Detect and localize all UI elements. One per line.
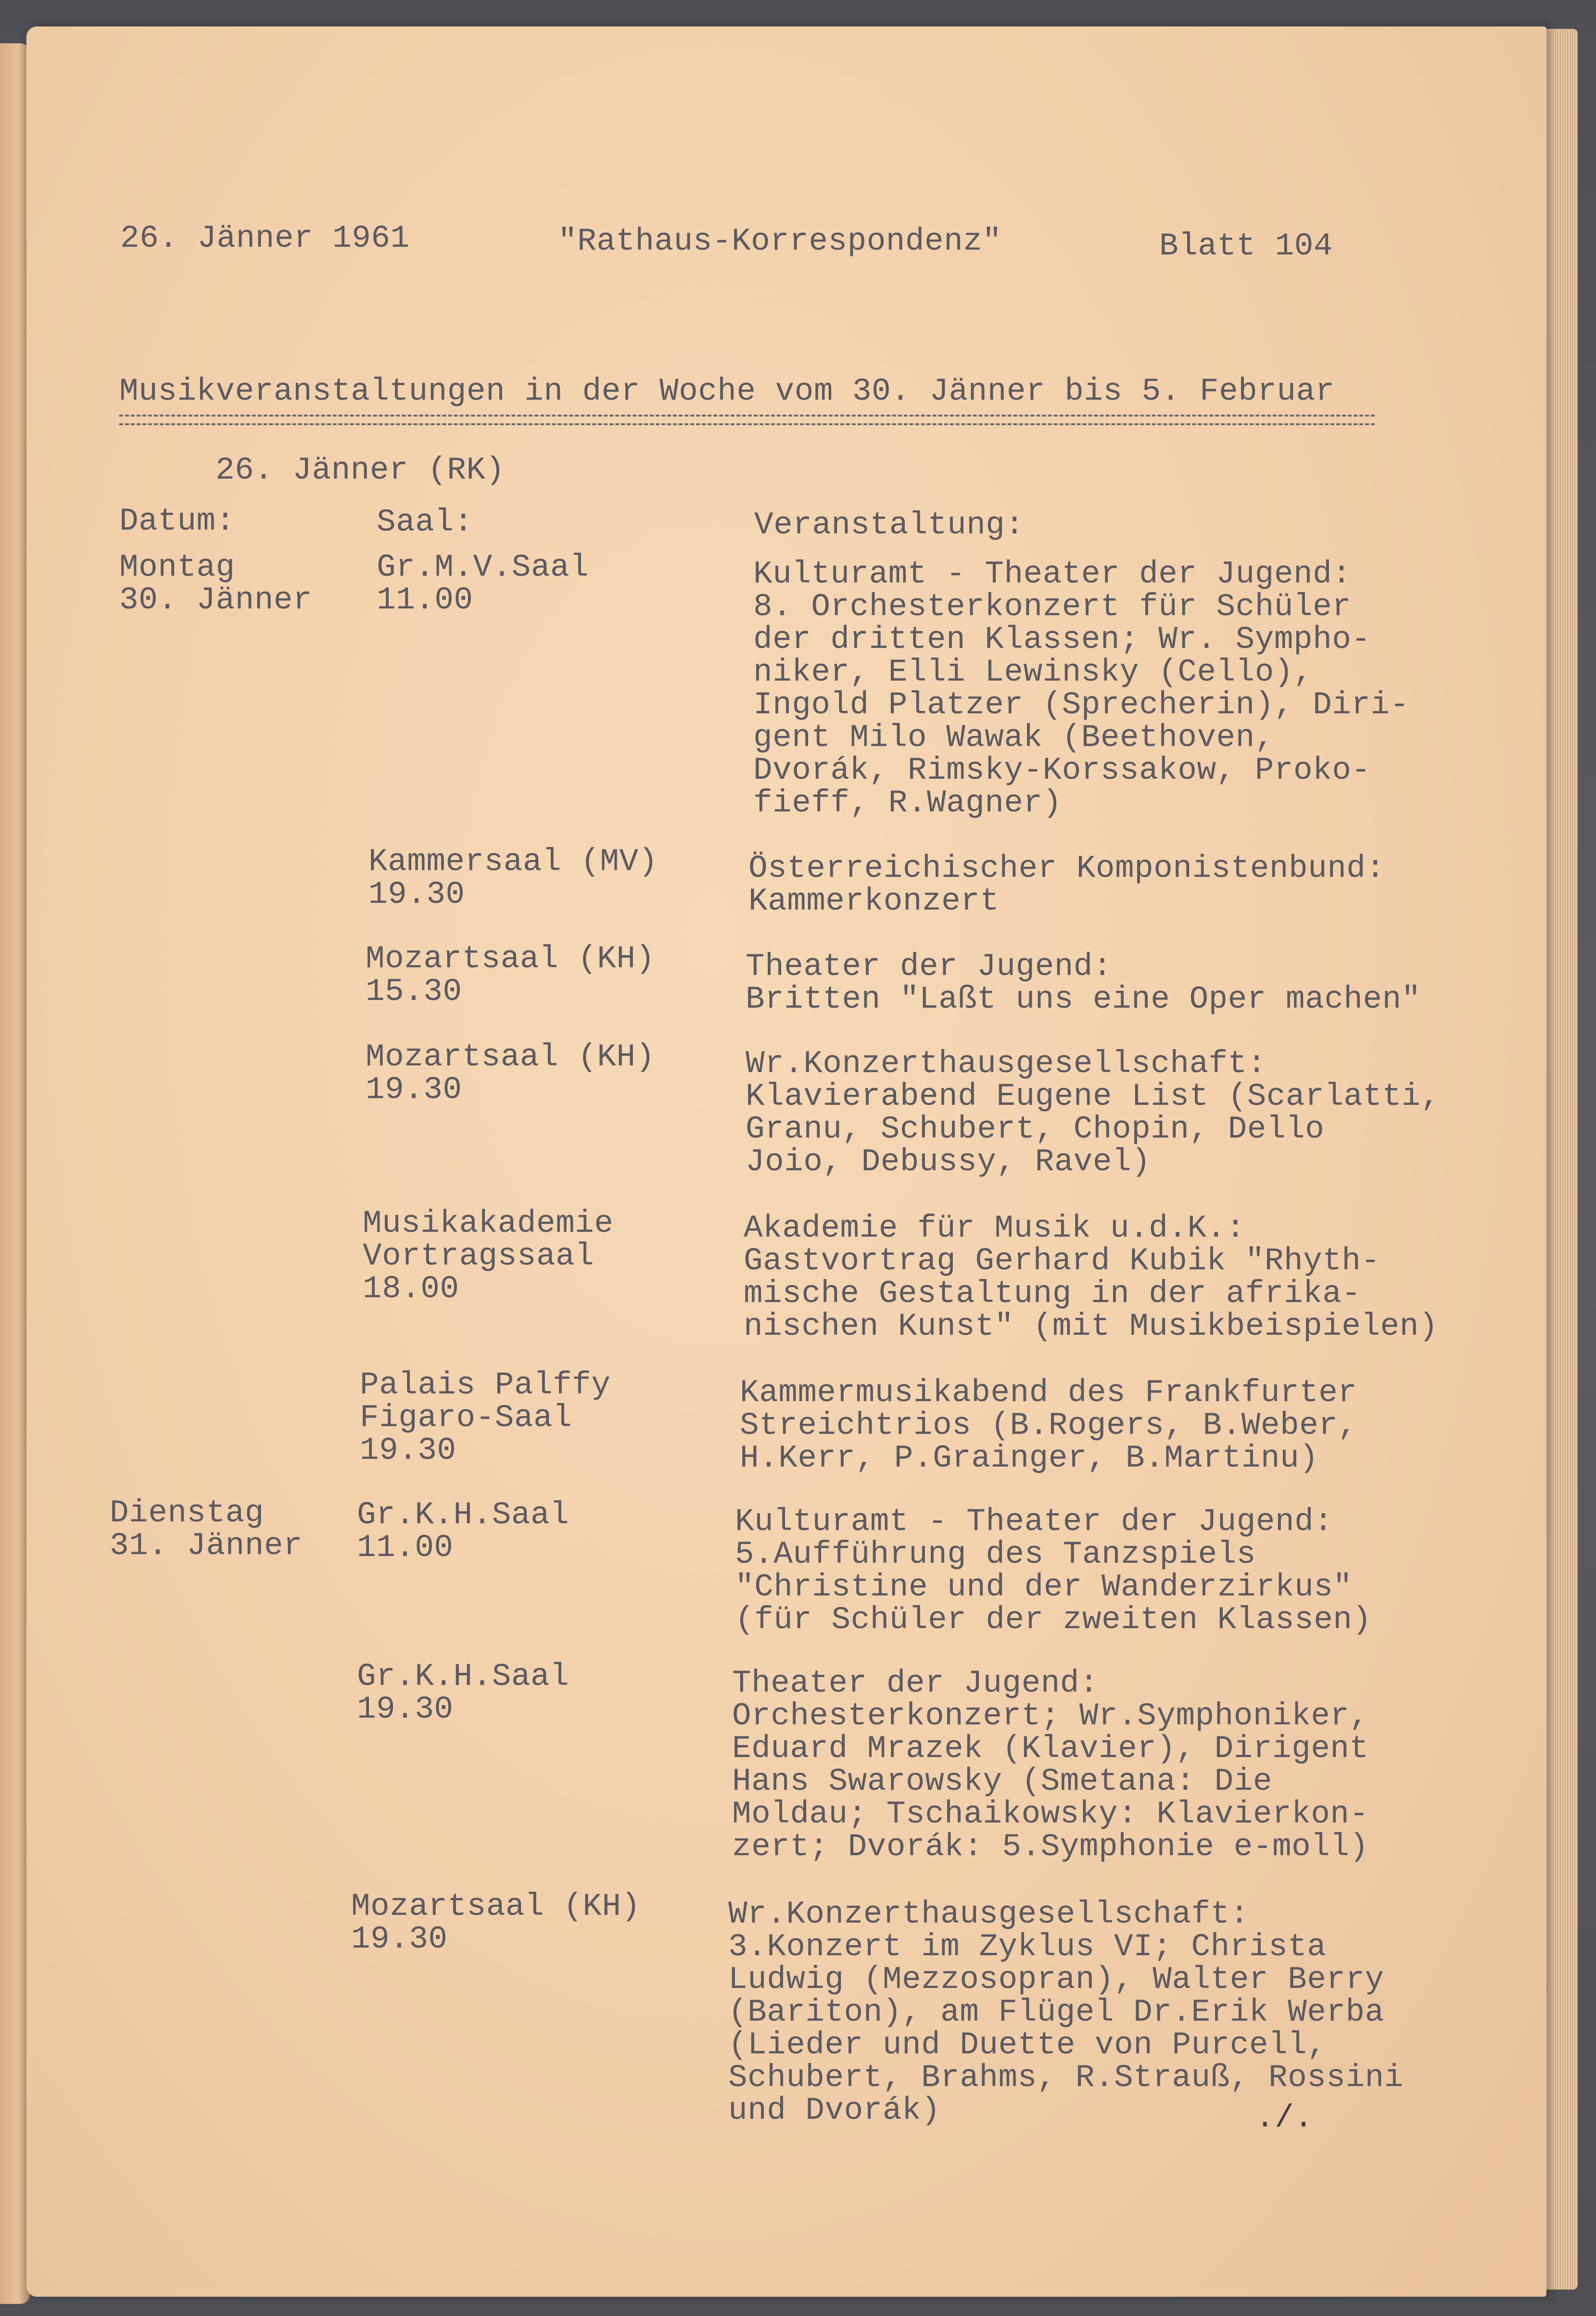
- event-line: mische Gestaltung in der afrika-: [744, 1276, 1361, 1312]
- event-line: der dritten Klassen; Wr. Sympho-: [753, 621, 1371, 658]
- event-line: Orchesterkonzert; Wr.Symphoniker,: [732, 1698, 1369, 1734]
- event-line: Gastvortrag Gerhard Kubik "Rhyth-: [744, 1243, 1381, 1279]
- event-line: Akademie für Musik u.d.K.:: [744, 1210, 1245, 1246]
- venue-line: Vortragssaal: [363, 1238, 595, 1274]
- event-line: "Christine und der Wanderzirkus": [735, 1569, 1353, 1605]
- event-line: H.Kerr, P.Grainger, B.Martinu): [740, 1440, 1319, 1476]
- event-line: Kammermusikabend des Frankfurter: [740, 1375, 1357, 1411]
- event-line: zert; Dvorák: 5.Symphonie e-moll): [732, 1829, 1369, 1865]
- event-line: Moldau; Tschaikowsky: Klavierkon-: [732, 1796, 1369, 1832]
- event-line: Hans Swarowsky (Smetana: Die: [732, 1763, 1272, 1799]
- venue-line: Musikakademie: [363, 1205, 614, 1241]
- header-sheet-number: Blatt 104: [1159, 228, 1333, 264]
- venue-line: 19.30: [351, 1921, 448, 1957]
- event-line: Kulturamt - Theater der Jugend:: [735, 1504, 1333, 1540]
- event-line: Theater der Jugend:: [732, 1665, 1099, 1701]
- event-line: Theater der Jugend:: [746, 949, 1113, 985]
- event-line: Eduard Mrazek (Klavier), Dirigent: [732, 1731, 1369, 1767]
- day-date: 30. Jänner: [119, 582, 313, 618]
- column-heading-event: Veranstaltung:: [754, 507, 1025, 543]
- header-date: 26. Jänner 1961: [120, 220, 410, 256]
- venue-line: 19.30: [360, 1432, 456, 1468]
- page-title: Musikveranstaltungen in der Woche vom 30. Jänner bis 5. Februar: [119, 373, 1335, 409]
- event-line: Österreichischer Komponistenbund:: [748, 850, 1385, 886]
- venue-line: Palais Palffy: [360, 1367, 611, 1403]
- venue-line: Figaro-Saal: [360, 1400, 572, 1436]
- venue-line: Gr.K.H.Saal: [357, 1658, 570, 1695]
- event-line: 5.Aufführung des Tanzspiels: [735, 1536, 1256, 1572]
- event-line: Granu, Schubert, Chopin, Dello: [746, 1111, 1325, 1147]
- venue-line: Mozartsaal (KH): [351, 1888, 641, 1924]
- venue-line: 15.30: [366, 974, 462, 1010]
- venue-line: Mozartsaal (KH): [366, 941, 655, 977]
- venue-line: 18.00: [363, 1271, 459, 1307]
- venue-line: 11.00: [357, 1530, 454, 1566]
- dateline: 26. Jänner (RK): [215, 452, 505, 488]
- venue-line: 11.00: [377, 582, 473, 618]
- event-line: gent Milo Wawak (Beethoven,: [753, 720, 1274, 756]
- event-line: fieff, R.Wagner): [753, 785, 1062, 821]
- event-line: (Bariton), am Flügel Dr.Erik Werba: [728, 1994, 1384, 2030]
- column-heading-date: Datum:: [119, 503, 235, 539]
- venue-line: 19.30: [368, 876, 465, 912]
- adjacent-page-edge: [0, 43, 30, 2304]
- column-heading-hall: Saal:: [377, 504, 473, 540]
- event-line: niker, Elli Lewinsky (Cello),: [753, 654, 1313, 690]
- header-publication: "Rathaus-Korrespondenz": [558, 223, 1002, 259]
- event-line: Wr.Konzerthausgesellschaft:: [746, 1046, 1267, 1082]
- event-line: Dvorák, Rimsky-Korssakow, Proko-: [753, 752, 1371, 788]
- event-line: (Lieder und Duette von Purcell,: [728, 2027, 1327, 2063]
- event-line: Ludwig (Mezzosopran), Walter Berry: [728, 1962, 1384, 1998]
- event-line: (für Schüler der zweiten Klassen): [735, 1602, 1372, 1638]
- title-double-underline: [119, 415, 1375, 425]
- event-line: Streichtrios (B.Rogers, B.Weber,: [740, 1407, 1357, 1443]
- event-line: Joio, Debussy, Ravel): [746, 1144, 1151, 1180]
- event-line: 3.Konzert im Zyklus VI; Christa: [728, 1929, 1327, 1965]
- venue-line: Gr.M.V.Saal: [377, 549, 589, 585]
- venue-line: Gr.K.H.Saal: [357, 1497, 570, 1533]
- event-line: Kulturamt - Theater der Jugend:: [753, 556, 1352, 592]
- venue-line: 19.30: [357, 1691, 454, 1727]
- day-date: 31. Jänner: [110, 1528, 303, 1564]
- day-weekday: Montag: [119, 549, 235, 585]
- venue-line: 19.30: [366, 1072, 462, 1108]
- event-line: Wr.Konzerthausgesellschaft:: [728, 1896, 1249, 1932]
- day-weekday: Dienstag: [110, 1495, 264, 1531]
- event-line: nischen Kunst" (mit Musikbeispielen): [744, 1308, 1438, 1344]
- continuation-mark: ./.: [1255, 2100, 1314, 2136]
- event-line: Kammerkonzert: [748, 883, 1000, 919]
- event-line: Klavierabend Eugene List (Scarlatti,: [746, 1078, 1440, 1114]
- event-line: Schubert, Brahms, R.Strauß, Rossini: [728, 2060, 1404, 2096]
- event-line: 8. Orchesterkonzert für Schüler: [753, 589, 1352, 625]
- venue-line: Kammersaal (MV): [368, 844, 658, 880]
- event-line: Ingold Platzer (Sprecherin), Diri-: [753, 687, 1409, 723]
- venue-line: Mozartsaal (KH): [366, 1039, 655, 1075]
- event-line: und Dvorák): [728, 2092, 941, 2128]
- event-line: Britten "Laßt uns eine Oper machen": [746, 981, 1421, 1017]
